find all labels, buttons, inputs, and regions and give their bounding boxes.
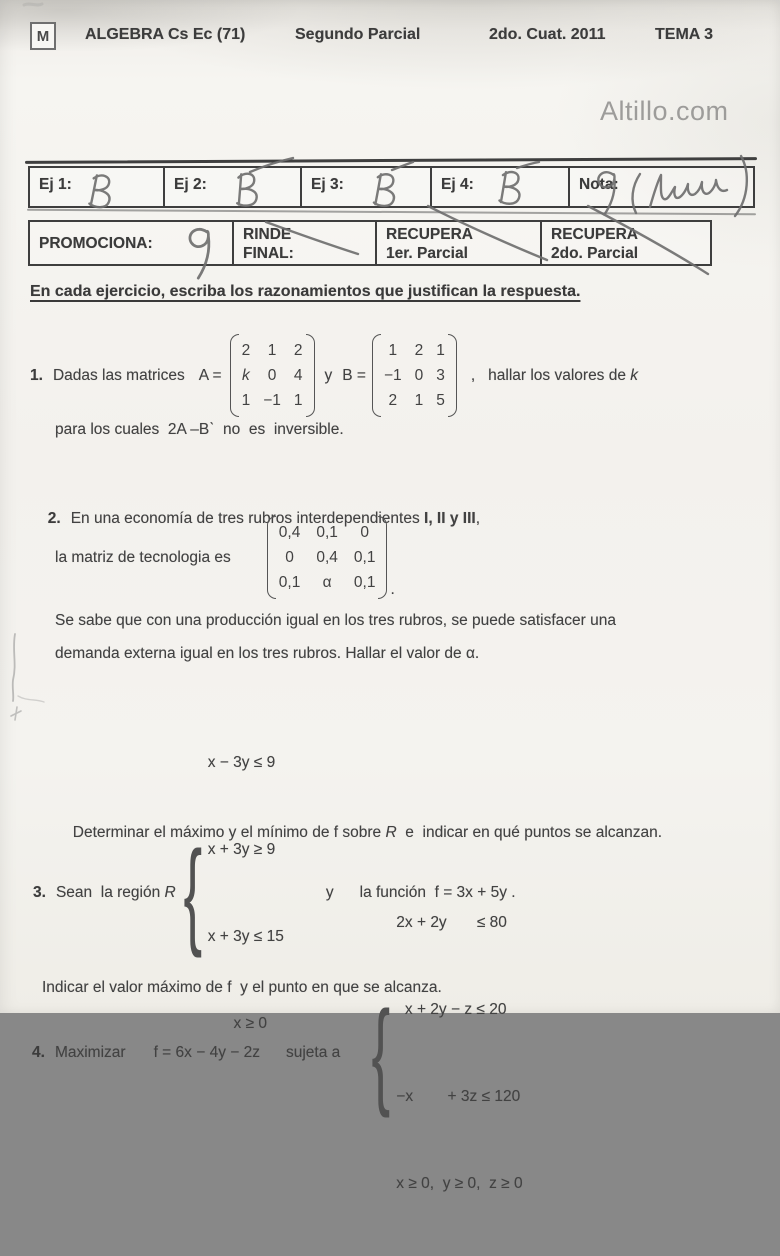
grade-cell-ej3: Ej 3: (302, 168, 432, 206)
problem-1-number: 1. (30, 366, 43, 384)
matrix-b-cell: 0 (414, 367, 424, 384)
matrix-a-cell: 2 (293, 342, 303, 359)
problem-2-line3: Se sabe que con una producción igual en los tres rubros, se puede satisfacer una (55, 612, 616, 629)
matrix-b-cell: 3 (436, 367, 445, 384)
matrix-a-cell: −1 (263, 392, 281, 409)
recupera-2do-cell (542, 222, 710, 264)
problem-2-line4: demanda externa igual en los tres rubros. Hallar el valor de α. (55, 645, 480, 662)
problem-3-line2-pre: Determinar el máximo y el mínimo de f sobre (72, 824, 386, 841)
problem-2-sectors: I, II y III (424, 510, 476, 527)
tech-matrix-cell: 0,4 (316, 549, 338, 566)
grade-cell-ej1: Ej 1: (30, 168, 165, 206)
problem-4-connector: sujeta a (285, 1044, 341, 1061)
rinde-line1: RINDE (243, 226, 292, 243)
constraint-line: x ≥ 0 (207, 1015, 268, 1032)
matrix-b-cell: −1 (383, 367, 402, 384)
system-brace: { (183, 826, 202, 959)
problem-4-number: 4. (32, 1044, 45, 1061)
tech-matrix-cell: α (322, 574, 332, 591)
problem-3-connector: y (325, 884, 334, 901)
m-badge: M (30, 22, 56, 50)
matrix-a (230, 334, 315, 417)
tech-matrix-cell: 0,4 (278, 524, 301, 541)
instruction-line: En cada ejercicio, escriba los razonamientos que justifican la respuesta. (30, 283, 581, 300)
rinde-line2: FINAL: (243, 245, 294, 262)
matrix-a-label: A = (198, 366, 222, 384)
problem-2-line1: En una economía de tres rubros interdependientes (70, 510, 425, 527)
grade-cell-ej4: Ej 4: (432, 168, 570, 206)
tech-matrix-cell: 0 (285, 549, 294, 566)
tech-matrix-cell: 0,1 (353, 549, 376, 566)
matrix-a-cell: 0 (267, 367, 277, 384)
matrix-b-cell: 2 (414, 342, 424, 359)
tech-matrix-cell: 0,1 (278, 574, 301, 591)
grade-cell-nota: Nota: (579, 176, 619, 193)
region-r: R (164, 884, 176, 901)
matrix-a-cell: 1 (267, 342, 277, 359)
grade-table (28, 166, 755, 208)
constraint-line: x + 3y ≥ 9 (207, 841, 276, 858)
exam-type: Segundo Parcial (295, 26, 421, 43)
matrix-b (372, 334, 457, 417)
problem-3-line2-r: R (385, 824, 397, 841)
watermark: Altillo.com (600, 96, 729, 126)
matrix-b-cell: 1 (414, 392, 424, 409)
system-brace: { (371, 986, 391, 1119)
problem-3-line2-post: e indicar en qué puntos se alcanzan. (396, 824, 663, 841)
y-connector: y (324, 366, 333, 384)
matrix-period: . (390, 581, 395, 598)
status-table (28, 220, 712, 266)
constraint-line: x + 3y ≤ 15 (207, 928, 284, 945)
tech-matrix (267, 516, 388, 599)
problem-1-intro: Dadas las matrices (52, 366, 185, 384)
problem-2-matrix-row (55, 516, 395, 599)
grade-cell-ej2: Ej 2: (165, 168, 302, 206)
problem-3-number: 3. (33, 884, 46, 901)
problem-4-intro: Maximizar (54, 1044, 126, 1061)
matrix-a-cell: 2 (241, 342, 251, 359)
problem-4-line2: Indicar el valor máximo de f y el punto en que se alcanza. (42, 979, 442, 996)
matrix-a-cell: 1 (241, 392, 251, 409)
problem-4 (32, 850, 523, 1256)
constraint-line: −x + 3z ≤ 120 (396, 1088, 521, 1105)
matrix-a-cell: 4 (293, 367, 303, 384)
exam-term: 2do. Cuat. 2011 (489, 26, 606, 43)
problem-1-tail: , hallar los valores de (470, 366, 631, 384)
tech-matrix-cell: 0 (360, 524, 369, 541)
objective-function: f = 6x − 4y − 2z (153, 1044, 260, 1061)
recupera2-line1: RECUPERA (551, 226, 638, 243)
course-title: ALGEBRA Cs Ec (71) (85, 26, 246, 43)
variable-k: k (630, 366, 639, 384)
constraint-line: x ≥ 0, y ≥ 0, z ≥ 0 (396, 1175, 523, 1192)
problem-1 (30, 334, 638, 417)
tech-matrix-cell: 0,1 (353, 574, 376, 591)
problem-4-constraints (396, 850, 522, 1256)
matrix-b-cell: 1 (388, 342, 398, 359)
matrix-b-label: B = (342, 366, 366, 384)
constraint-line: 2x + 2y ≤ 80 (396, 914, 507, 931)
matrix-b-cell: 5 (436, 392, 445, 409)
matrix-b-cell: 2 (388, 392, 398, 409)
problem-2-number: 2. (47, 510, 61, 527)
recupera1-line2: 1er. Parcial (386, 245, 468, 262)
matrix-a-cell: k (242, 367, 250, 384)
tech-matrix-label: la matriz de tecnologia es (55, 548, 231, 566)
matrix-b-cell: 1 (436, 342, 445, 359)
rinde-final-cell (234, 222, 377, 264)
recupera1-line1: RECUPERA (386, 226, 473, 243)
constraint-line: x + 2y − z ≤ 20 (396, 1001, 507, 1018)
recupera-1er-cell (377, 222, 542, 264)
problem-2-line1-end: , (475, 510, 481, 527)
recupera2-line2: 2do. Parcial (551, 245, 639, 262)
exam-theme: TEMA 3 (655, 26, 714, 43)
scan-line-below (27, 209, 756, 215)
scan-line-top (25, 157, 757, 164)
promociona-cell: PROMOCIONA: (30, 222, 234, 264)
problem-1-line2: para los cuales 2A –Bˋ no es inversible. (55, 421, 344, 438)
problem-3-function: la función f = 3x + 5y . (359, 884, 516, 901)
constraint-line: x − 3y ≤ 9 (207, 754, 276, 771)
tech-matrix-cell: 0,1 (316, 524, 338, 541)
problem-3-intro: Sean la región (55, 884, 165, 901)
matrix-a-cell: 1 (293, 392, 303, 409)
